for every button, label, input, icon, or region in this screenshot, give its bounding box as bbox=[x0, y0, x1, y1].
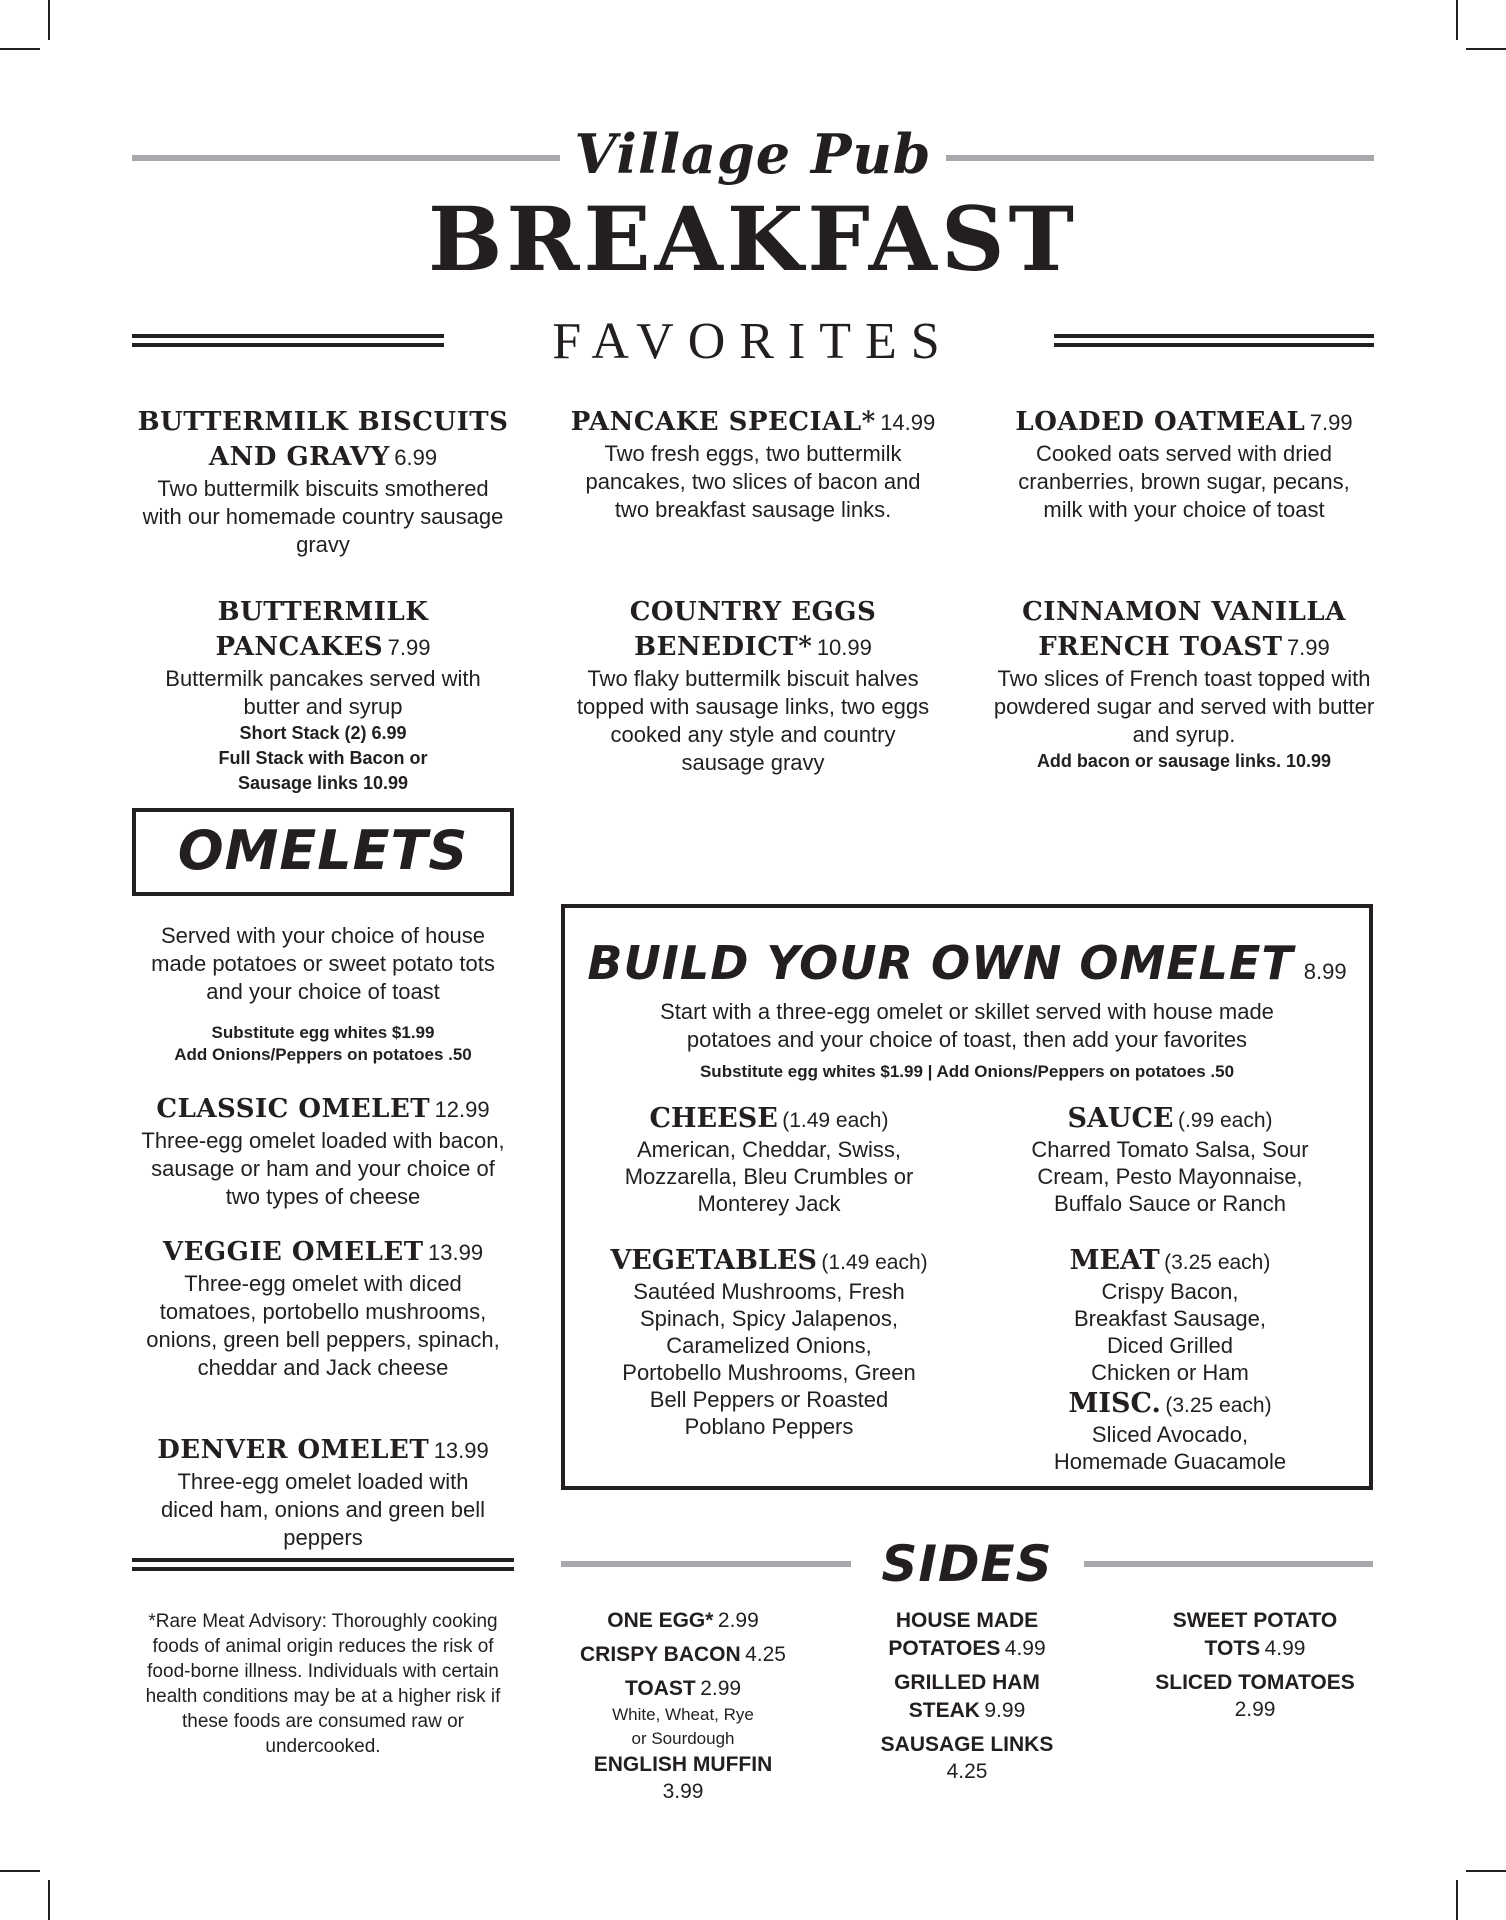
side-name: SWEET POTATO TOTS bbox=[1172, 1609, 1338, 1660]
build-note: Substitute egg whites $1.99 | Add Onions/Peppers on potatoes .50 bbox=[699, 1062, 1235, 1081]
side-price: 4.99 bbox=[1004, 1637, 1046, 1660]
side-name: SAUSAGE LINKS bbox=[880, 1733, 1054, 1756]
item-name: LOADED OATMEAL bbox=[1015, 407, 1306, 437]
item-price: 10.99 bbox=[816, 635, 872, 660]
item-price: 7.99 bbox=[1309, 410, 1353, 435]
side-item bbox=[858, 1669, 1076, 1725]
menu-item bbox=[126, 405, 520, 559]
omelets-notes bbox=[128, 1022, 518, 1066]
sides-rule-right bbox=[1084, 1561, 1373, 1567]
omelets-heading: OMELETS bbox=[132, 808, 514, 896]
option-name: VEGETABLES bbox=[610, 1245, 817, 1276]
side-name: TOAST bbox=[624, 1677, 696, 1700]
item-description: Two buttermilk biscuits smothered with our homemade country sausage gravy bbox=[142, 476, 504, 557]
menu-item bbox=[558, 405, 948, 524]
omelets-bottom-rule bbox=[132, 1558, 514, 1571]
crop-mark bbox=[48, 1880, 50, 1920]
option-description: Sliced Avocado, Homemade Guacamole bbox=[1053, 1422, 1287, 1474]
crop-mark bbox=[1466, 1870, 1506, 1872]
option-price: (3.25 each) bbox=[1164, 1251, 1271, 1274]
build-description: Start with a three-egg omelet or skillet served with house made potatoes and your choice of toast, then add your favorites bbox=[660, 999, 1274, 1052]
crop-mark bbox=[1456, 0, 1458, 40]
item-description: Buttermilk pancakes served with butter and syrup bbox=[165, 666, 481, 719]
item-description: Two slices of French toast topped with powdered sugar and served with butter and syrup. bbox=[993, 666, 1375, 747]
option-price: (1.49 each) bbox=[821, 1251, 928, 1274]
menu-item bbox=[986, 595, 1382, 774]
option-price: (.99 each) bbox=[1177, 1109, 1273, 1132]
item-name: COUNTRY EGGS BENEDICT* bbox=[629, 597, 877, 662]
omelet-item bbox=[128, 1433, 518, 1552]
item-description: Cooked oats served with dried cranberries, brown sugar, pecans, milk with your choice of toast bbox=[1018, 441, 1350, 522]
option-name: MISC. bbox=[1068, 1388, 1161, 1419]
crop-mark bbox=[48, 0, 50, 40]
side-price: 4.99 bbox=[1264, 1637, 1306, 1660]
item-name: BUTTERMILK BISCUITS AND GRAVY bbox=[137, 407, 509, 472]
option-name: MEAT bbox=[1069, 1245, 1160, 1276]
build-option bbox=[985, 1244, 1355, 1386]
item-price: 7.99 bbox=[1286, 635, 1330, 660]
page-title: BREAKFAST bbox=[428, 187, 1078, 291]
page-subtitle: FAVORITES bbox=[552, 313, 954, 370]
side-item bbox=[858, 1607, 1076, 1663]
item-description: Three-egg omelet loaded with diced ham, onions and green bell peppers bbox=[160, 1469, 486, 1550]
side-name: ENGLISH MUFFIN bbox=[593, 1753, 773, 1776]
menu-item bbox=[558, 595, 948, 777]
crop-mark bbox=[0, 48, 40, 50]
option-price: (3.25 each) bbox=[1165, 1394, 1272, 1417]
option-description: American, Cheddar, Swiss, Mozzarella, Bleu Crumbles or Monterey Jack bbox=[624, 1137, 914, 1216]
build-omelet-box bbox=[561, 904, 1373, 1490]
item-price: 14.99 bbox=[880, 410, 936, 435]
sides-rule-left bbox=[561, 1561, 851, 1567]
side-item bbox=[555, 1641, 811, 1675]
item-name: DENVER OMELET bbox=[157, 1435, 430, 1465]
option-name: SAUCE bbox=[1067, 1103, 1174, 1134]
side-name: GRILLED HAM STEAK bbox=[894, 1671, 1040, 1722]
side-note: White, Wheat, Rye or Sourdough bbox=[612, 1705, 754, 1748]
item-price: 12.99 bbox=[434, 1097, 490, 1122]
build-title-row bbox=[565, 936, 1369, 990]
item-name: VEGGIE OMELET bbox=[162, 1237, 424, 1267]
rare-meat-advisory: *Rare Meat Advisory: Thoroughly cooking foods of animal origin reduces the risk of food-borne illness. Individuals with certain health conditions may be at a higher risk if these foods are consumed raw or undercooked. bbox=[145, 1611, 501, 1757]
item-price: 7.99 bbox=[387, 635, 431, 660]
side-name: CRISPY BACON bbox=[580, 1643, 741, 1666]
sides-column bbox=[858, 1607, 1076, 1785]
omelets-note: Add Onions/Peppers on potatoes .50 bbox=[174, 1045, 472, 1064]
build-option bbox=[985, 1102, 1355, 1217]
omelet-item bbox=[128, 1235, 518, 1382]
item-description: Three-egg omelet with diced tomatoes, portobello mushrooms, onions, green bell peppers, spinach, cheddar and Jack cheese bbox=[146, 1271, 500, 1380]
item-price: 13.99 bbox=[428, 1240, 484, 1265]
option-name: CHEESE bbox=[649, 1103, 778, 1134]
side-name: HOUSE MADE POTATOES bbox=[888, 1609, 1039, 1660]
build-price: 8.99 bbox=[1303, 959, 1347, 984]
option-price: (1.49 each) bbox=[782, 1109, 889, 1132]
item-price: 6.99 bbox=[394, 445, 438, 470]
item-option: Add bacon or sausage links. 10.99 bbox=[1036, 751, 1332, 771]
item-option: Full Stack with Bacon or Sausage links 10.99 bbox=[218, 748, 428, 793]
omelets-note: Substitute egg whites $1.99 bbox=[211, 1023, 435, 1042]
sides-column bbox=[555, 1607, 811, 1805]
item-name: CLASSIC OMELET bbox=[156, 1094, 431, 1124]
side-item bbox=[555, 1607, 811, 1641]
menu-item bbox=[146, 595, 500, 796]
crop-mark bbox=[1466, 48, 1506, 50]
build-option bbox=[585, 1244, 953, 1440]
option-description: Sautéed Mushrooms, Fresh Spinach, Spicy Jalapenos, Caramelized Onions, Portobello Mushrooms, Green Bell Peppers or Roasted Poblano Peppers bbox=[622, 1279, 916, 1439]
crop-mark bbox=[1456, 1880, 1458, 1920]
pub-name: Village Pub bbox=[574, 122, 932, 186]
omelets-intro bbox=[128, 922, 518, 1006]
option-description: Crispy Bacon, Breakfast Sausage, Diced Grilled Chicken or Ham bbox=[1073, 1279, 1266, 1385]
omelet-item bbox=[128, 1092, 518, 1211]
item-description: Two fresh eggs, two buttermilk pancakes, two slices of bacon and two breakfast sausage links. bbox=[585, 441, 921, 522]
side-item bbox=[555, 1751, 811, 1805]
build-title: BUILD YOUR OWN OMELET bbox=[587, 936, 1294, 990]
item-name: BUTTERMILK PANCAKES bbox=[215, 597, 429, 662]
sides-heading: SIDES bbox=[881, 1535, 1053, 1593]
crop-mark bbox=[0, 1870, 40, 1872]
side-price: 9.99 bbox=[984, 1699, 1026, 1722]
menu-item bbox=[986, 405, 1382, 524]
item-name: CINNAMON VANILLA FRENCH TOAST bbox=[1022, 597, 1346, 662]
side-price: 4.25 bbox=[946, 1760, 988, 1783]
side-name: ONE EGG* bbox=[607, 1609, 714, 1632]
side-item bbox=[1128, 1607, 1382, 1663]
item-description: Two flaky buttermilk biscuit halves topped with sausage links, two eggs cooked any style and country sausage gravy bbox=[576, 666, 930, 775]
omelets-intro-text: Served with your choice of house made potatoes or sweet potato tots and your choice of toast bbox=[151, 923, 495, 1004]
item-description: Three-egg omelet loaded with bacon, sausage or ham and your choice of two types of cheese bbox=[141, 1128, 505, 1209]
side-price: 2.99 bbox=[700, 1677, 742, 1700]
build-option bbox=[585, 1102, 953, 1217]
side-price: 2.99 bbox=[717, 1609, 759, 1632]
sides-column bbox=[1128, 1607, 1382, 1723]
side-price: 4.25 bbox=[745, 1643, 786, 1666]
item-option: Short Stack (2) 6.99 bbox=[239, 723, 407, 743]
item-name: PANCAKE SPECIAL* bbox=[570, 407, 876, 437]
item-price: 13.99 bbox=[433, 1438, 489, 1463]
side-item bbox=[858, 1731, 1076, 1785]
side-price: 3.99 bbox=[662, 1780, 704, 1803]
side-name: SLICED TOMATOES bbox=[1155, 1671, 1355, 1694]
build-option bbox=[985, 1387, 1355, 1475]
side-price: 2.99 bbox=[1234, 1698, 1276, 1721]
option-description: Charred Tomato Salsa, Sour Cream, Pesto Mayonnaise, Buffalo Sauce or Ranch bbox=[1031, 1137, 1309, 1216]
side-item bbox=[1128, 1669, 1382, 1723]
side-item bbox=[555, 1675, 811, 1751]
